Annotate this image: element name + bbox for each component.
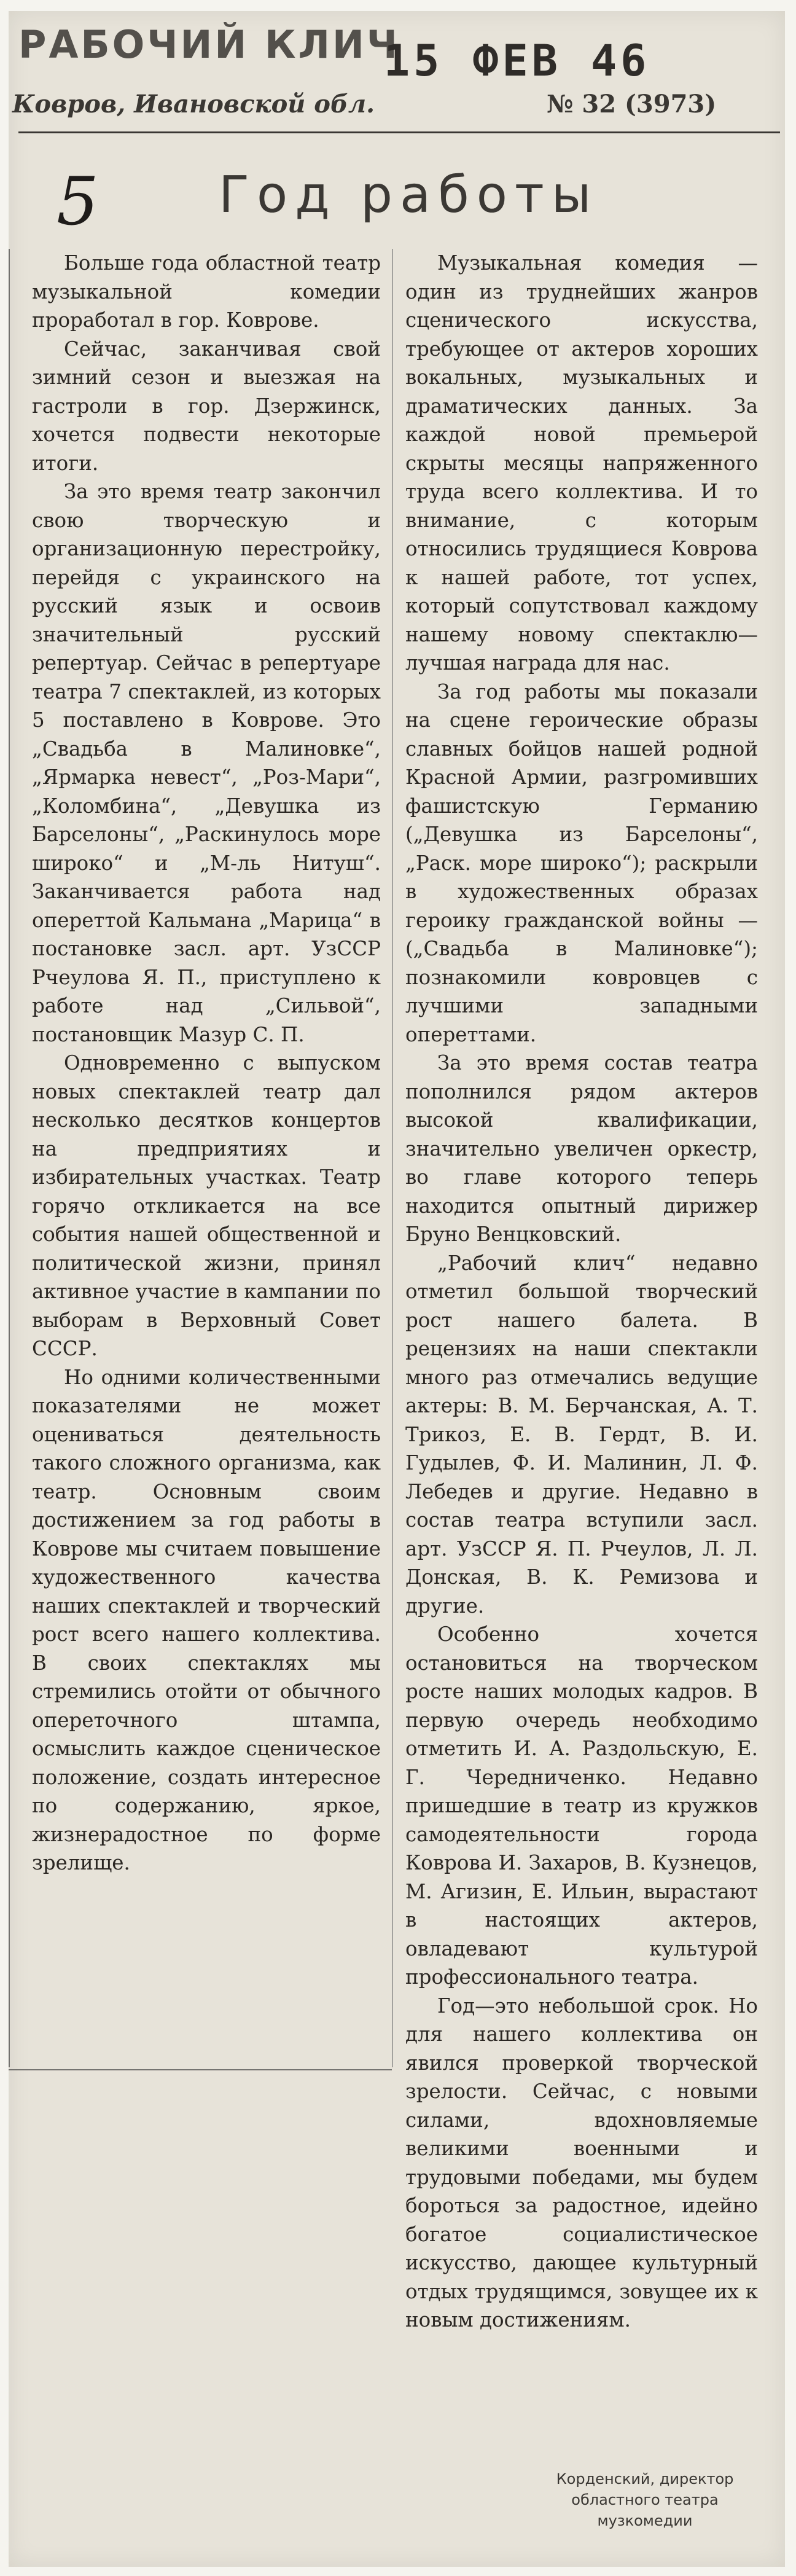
- author-signature: Корденский, директор областного театра музкомедии: [556, 2470, 734, 2529]
- paragraph: Больше года областной театр музыкальной комедии проработал в гор. Коврове.: [32, 251, 381, 332]
- issue-number: № 32 (3973): [547, 90, 717, 119]
- paragraph: За год работы мы показали на сцене героические образы славных бойцов нашей родной Красной Армии, разгромивших фашистскую Германию („Девушка из Барселоны“, „Раск. море широко“); раскрыли в художественных образах героику гражданской войны — („Свадьба в Малиновке“); познакомили ковровцев с лучшими западными опереттами.: [405, 679, 758, 1046]
- paragraph: Сейчас, заканчивая свой зимний сезон и выезжая на гастроли в гор. Дзержинск, хочется подвести некоторые итоги.: [32, 337, 381, 475]
- masthead: [12, 11, 780, 122]
- dateline-city: Ковров, Ивановской обл.: [12, 90, 375, 119]
- newspaper-name: РАБОЧИЙ КЛИЧ: [18, 22, 400, 67]
- article-headline: Год работы: [219, 166, 599, 224]
- paragraph: Музыкальная комедия — один из труднейших жанров сценического искусства, требующее от актеров хороших вокальных, музыкальных и драматических данных. За каждой новой премьерой скрыты месяцы напряженного труда всего коллектива. И то внимание, с которым относились трудящиеся Коврова к нашей работе, тот успех, который сопутствовал каждому нашему новому спектаклю— лучшая награда для нас.: [405, 251, 758, 675]
- paragraph: Но одними количественными показателями не может оцениваться деятельность такого сложного организма, как театр. Основным своим достижением за год работы в Коврове мы считаем повышение художественного качества наших спектаклей и творческий рост всего нашего коллектива. В своих спектаклях мы стремились отойти от обычного опереточного штампа, осмыслить каждое сценическое положение, создать интересное по содержанию, яркое, жизнерадостное по форме зрелище.: [32, 1365, 381, 1874]
- article-column-2: [405, 249, 758, 2335]
- date-stamp: 15 ФЕВ 46: [384, 36, 650, 86]
- masthead-rule: [18, 131, 780, 133]
- paragraph: „Рабочий клич“ недавно отметил большой творческий рост нашего балета. В рецензиях на наши спектакли много раз отмечались ведущие актеры: В. М. Берчанская, А. Т. Трикоз, Е. В. Гердт, В. И. Гудылев, Ф. И. Малинин, Л. Ф. Лебедев и другие. Недавно в состав театра вступили засл. арт. УзССР Я. П. Рчеулов, Л. Л. Донская, В. К. Ремизова и другие.: [405, 1251, 758, 1618]
- column-border-left: [9, 249, 10, 2067]
- paragraph: Одновременно с выпуском новых спектаклей театр дал несколько десятков концертов на предприятиях и избирательных участках. Театр горячо откликается на все события нашей общественной и политической жизни, принял активное участие в кампании по выборам в Верховный Совет СССР.: [32, 1051, 381, 1360]
- paragraph: За это время состав театра пополнился рядом актеров высокой квалификации, значительно увеличен оркестр, во главе которого теперь находится опытный дирижер Бруно Венцковский.: [405, 1051, 758, 1246]
- paragraph: Год—это небольшой срок. Но для нашего коллектива он явился проверкой творческой зрелости. Сейчас, с новыми силами, вдохновляемые великими военными и трудовыми победами, мы будем бороться за радостное, идейно богатое социалистическое искусство, дающее культурный отдых трудящимся, зовущее их к новым достижениям.: [405, 1994, 758, 2331]
- paragraph: Особенно хочется остановиться на творческом росте наших молодых кадров. В первую очередь необходимо отметить И. А. Раздольскую, Е. Г. Чередниченко. Недавно пришедшие в театр из кружков самодеятельности города Коврова И. Захаров, В. Кузнецов, М. Агизин, Е. Ильин, вырастают в настоящих актеров, овладевают культурой профессионального театра.: [405, 1623, 758, 1989]
- paragraph: За это время театр закончил свою творческую и организационную перестройку, перейдя с украинского на русский язык и освоив значительный русский репертуар. Сейчас в репертуаре театра 7 спектаклей, из которых 5 поставлено в Коврове. Это „Свадьба в Малиновке“, „Ярмарка невест“, „Роз-Мари“, „Коломбина“, „Девушка из Барселоны“, „Раскинулось море широко“ и „М-ль Нитуш“. Заканчивается работа над опереттой Кальмана „Марица“ в постановке засл. арт. УзССР Рчеулова Я. П., приступлено к работе над „Сильвой“, постановщик Мазур С. П.: [32, 480, 381, 1046]
- article-column-1: [32, 249, 381, 1877]
- column-divider: [392, 249, 393, 2067]
- handwritten-mark: 5: [57, 163, 99, 240]
- column-bottom-rule: [9, 2069, 392, 2070]
